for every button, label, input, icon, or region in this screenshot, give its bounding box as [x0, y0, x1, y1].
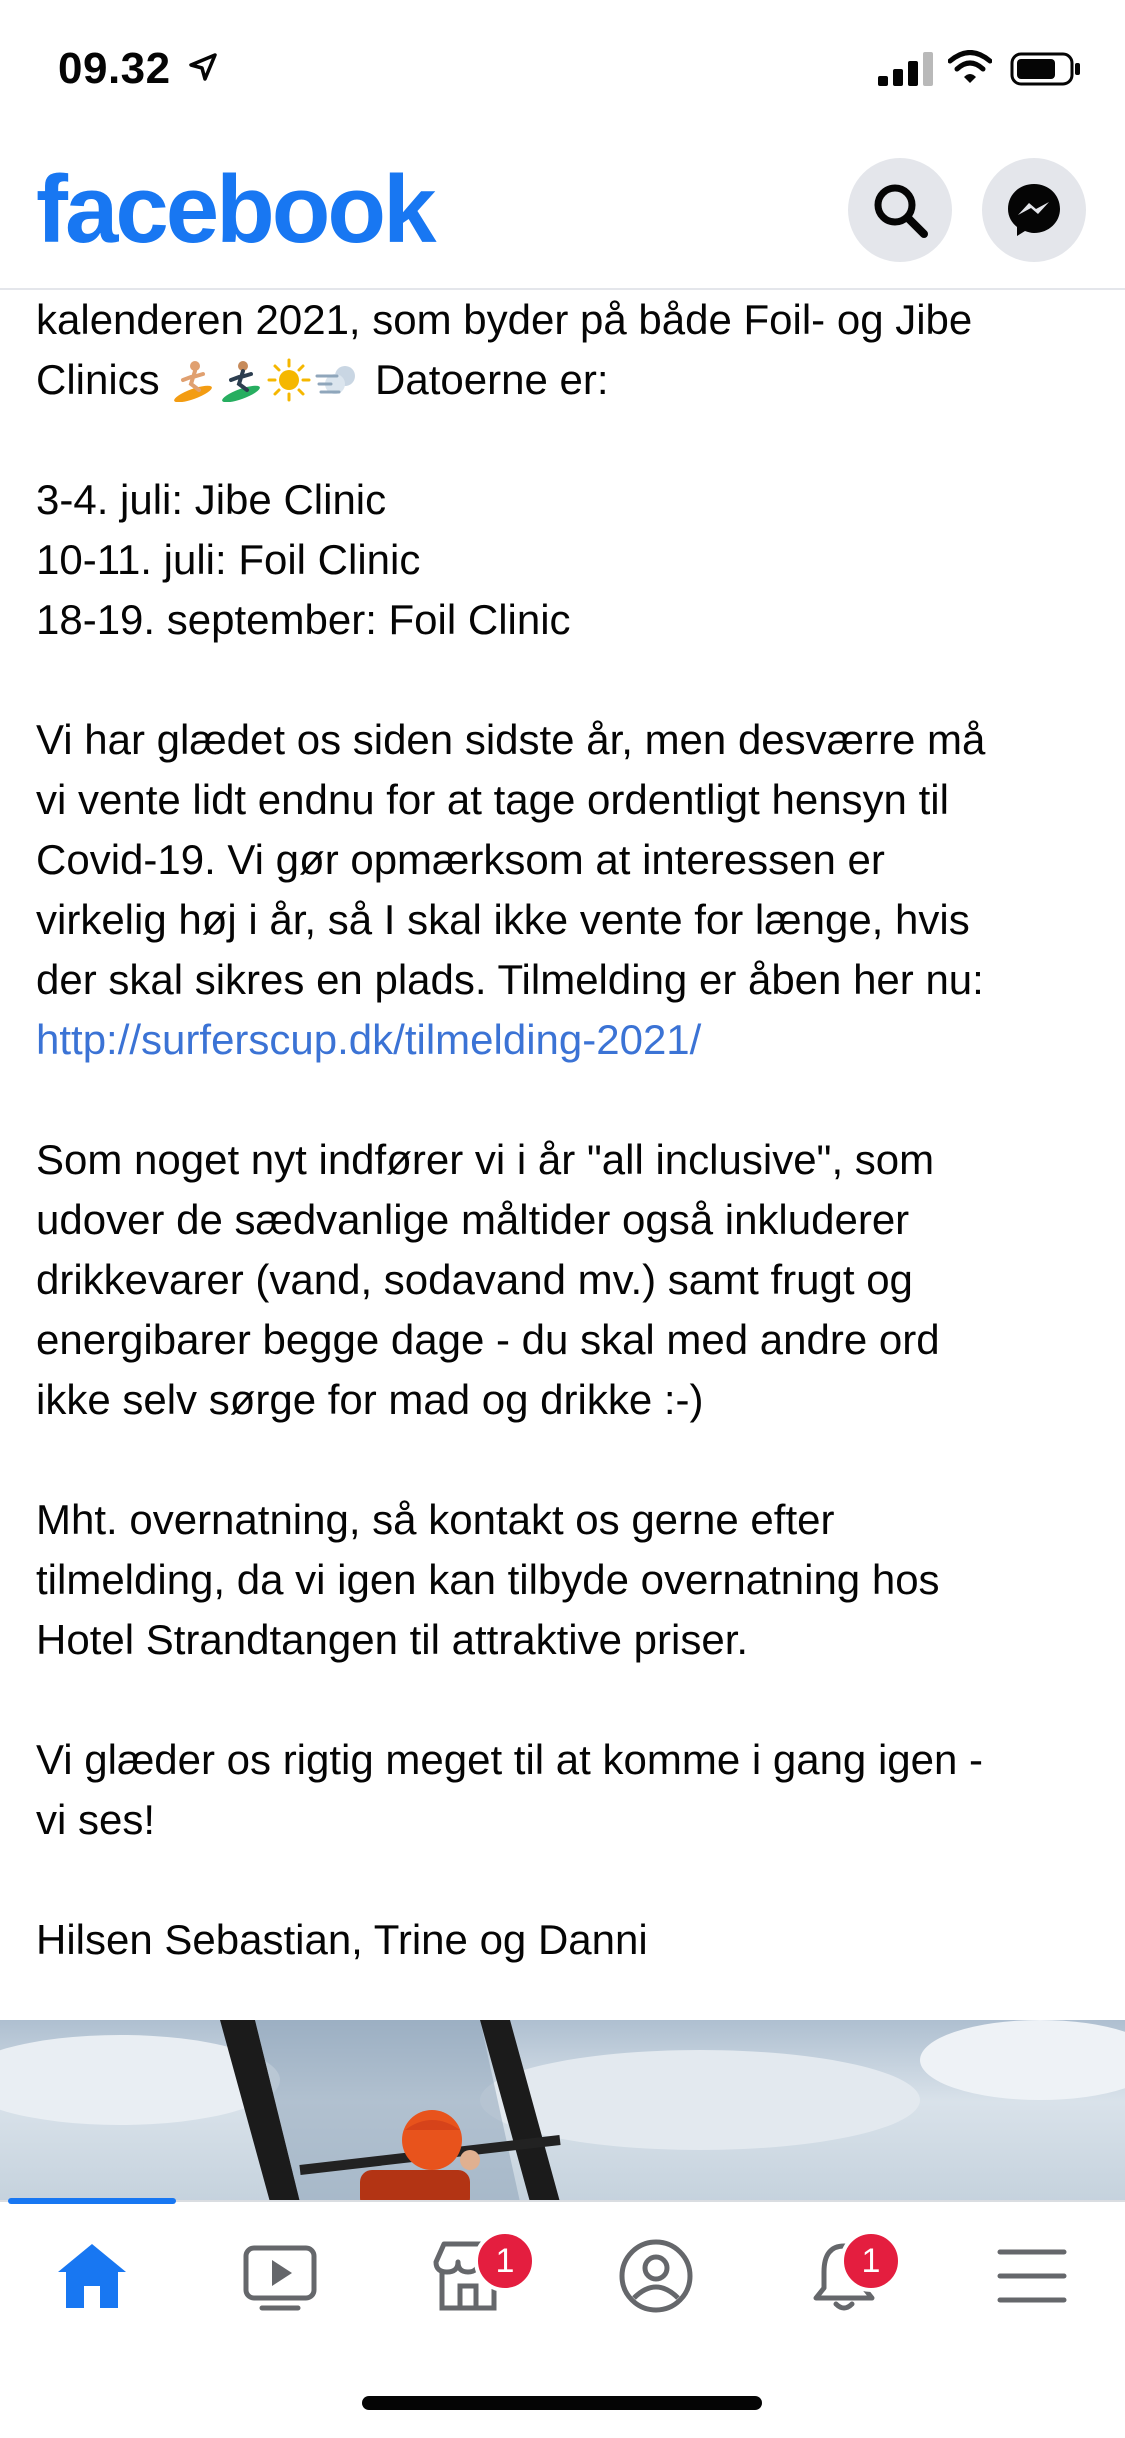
search-icon — [870, 180, 930, 240]
hamburger-menu-icon — [994, 2238, 1070, 2314]
paragraph-line: ikke selv sørge for mad og drikke :-) — [36, 1376, 704, 1423]
marketplace-badge: 1 — [474, 2230, 536, 2292]
profile-icon — [618, 2238, 694, 2314]
tab-marketplace[interactable] — [408, 2230, 528, 2330]
status-time: 09.32 — [58, 44, 171, 93]
paragraph-line: Som noget nyt indfører vi i år "all inclusive", som — [36, 1136, 935, 1183]
date-item: 10-11. juli: Foil Clinic — [36, 536, 421, 583]
cellular-signal-icon — [878, 52, 934, 86]
home-icon — [54, 2238, 130, 2314]
windsurfer-image — [0, 2020, 1125, 2202]
tab-menu[interactable] — [972, 2230, 1092, 2330]
location-arrow-icon — [188, 52, 218, 82]
tab-profile[interactable] — [596, 2230, 716, 2330]
battery-icon — [1010, 52, 1082, 86]
app-header — [0, 150, 1125, 290]
active-tab-indicator — [8, 2198, 176, 2204]
paragraph-line: Hotel Strandtangen til attraktive priser. — [36, 1616, 749, 1663]
wind-emoji-icon — [315, 358, 359, 402]
surfer-emoji-icon — [171, 358, 215, 402]
post-signature: Hilsen Sebastian, Trine og Danni — [36, 1916, 648, 1963]
paragraph-line: virkelig høj i år, så I skal ikke vente for længe, hvis — [36, 896, 970, 943]
sun-emoji-icon — [267, 358, 311, 402]
paragraph-line: drikkevarer (vand, sodavand mv.) samt frugt og — [36, 1256, 913, 1303]
status-bar — [0, 0, 1125, 150]
tab-home[interactable] — [32, 2230, 152, 2330]
post-photo[interactable] — [0, 2020, 1125, 2202]
post-intro-line: kalenderen 2021, som byder på både Foil- og Jibe — [36, 296, 973, 343]
paragraph-line: vi ses! — [36, 1796, 156, 1843]
dates-intro: Datoerne er: — [375, 356, 609, 403]
video-play-icon — [242, 2238, 318, 2314]
paragraph-line: der skal sikres en plads. Tilmelding er åben her nu: — [36, 956, 984, 1003]
paragraph-line: vi vente lidt endnu for at tage ordentligt hensyn til — [36, 776, 949, 823]
paragraph-line: Vi glæder os rigtig meget til at komme i gang igen - — [36, 1736, 984, 1783]
paragraph-line: Vi har glædet os siden sidste år, men desværre må — [36, 716, 986, 763]
notifications-badge: 1 — [840, 2230, 902, 2292]
registration-link[interactable]: http://surferscup.dk/tilmelding-2021/ — [36, 1016, 702, 1063]
surfer-emoji-icon-2 — [219, 358, 263, 402]
post-intro-line-2 — [36, 350, 1096, 410]
paragraph-line: udover de sædvanlige måltider også inkluderer — [36, 1196, 910, 1243]
messenger-icon — [1004, 180, 1064, 240]
home-indicator[interactable] — [362, 2396, 762, 2410]
search-button[interactable] — [848, 158, 952, 262]
post-body — [36, 290, 1096, 1970]
date-item: 18-19. september: Foil Clinic — [36, 596, 571, 643]
paragraph-line: energibarer begge dage - du skal med andre ord — [36, 1316, 940, 1363]
date-item: 3-4. juli: Jibe Clinic — [36, 476, 387, 523]
paragraph-line: Covid-19. Vi gør opmærksom at interessen er — [36, 836, 885, 883]
wifi-icon — [948, 50, 992, 84]
tab-watch[interactable] — [220, 2230, 340, 2330]
messenger-button[interactable] — [982, 158, 1086, 262]
paragraph-line: tilmelding, da vi igen kan tilbyde overnatning hos — [36, 1556, 940, 1603]
tab-notifications[interactable] — [784, 2230, 904, 2330]
paragraph-line: Mht. overnatning, så kontakt os gerne efter — [36, 1496, 835, 1543]
clinics-word: Clinics — [36, 356, 160, 403]
facebook-logo[interactable]: facebook — [36, 156, 434, 263]
